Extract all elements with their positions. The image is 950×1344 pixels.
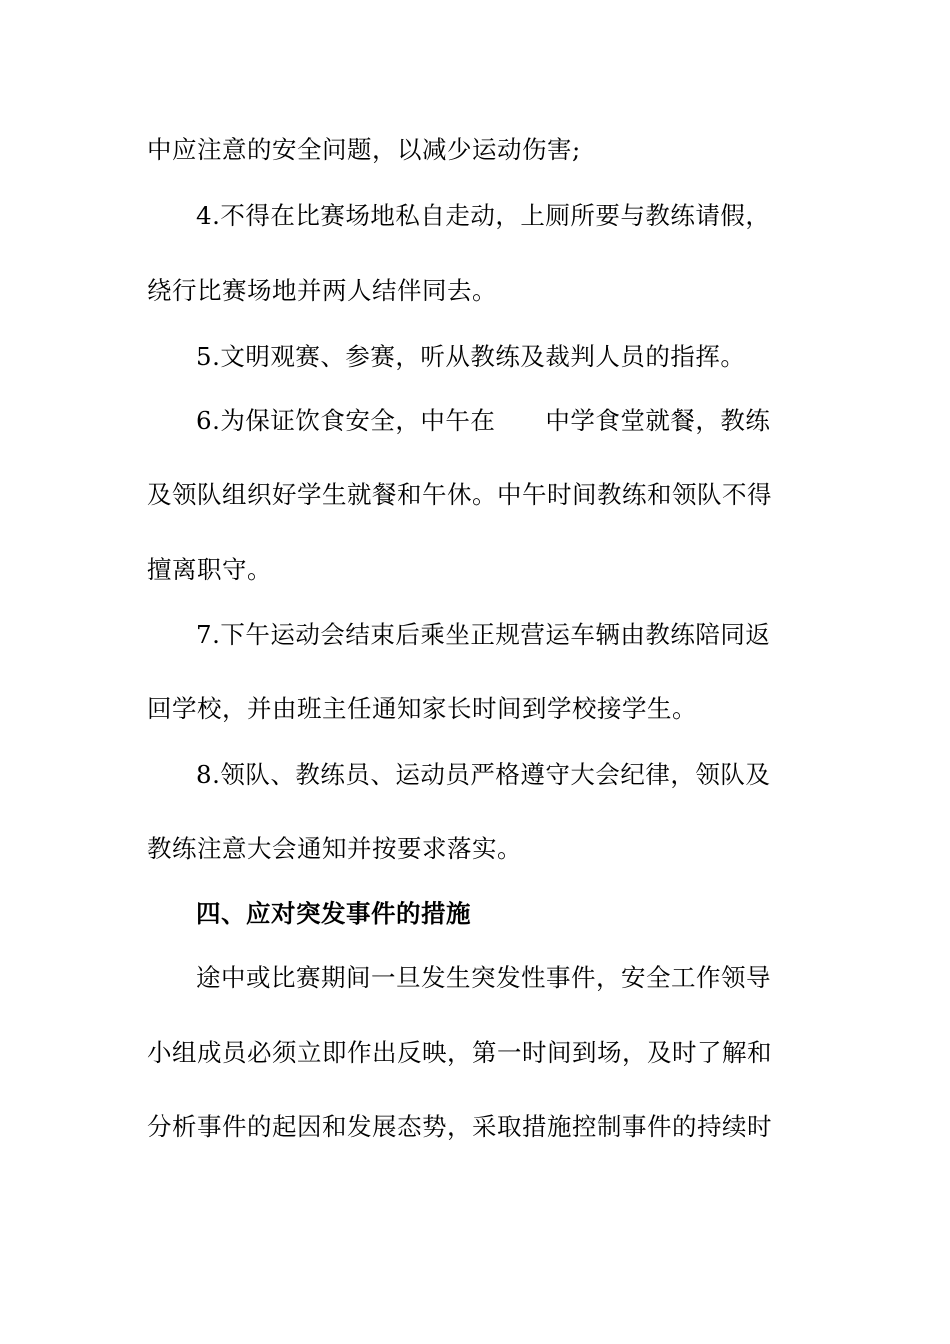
section-heading: 四、应对突发事件的措施 xyxy=(196,899,471,928)
paragraph-line: 分析事件的起因和发展态势，采取措施控制事件的持续时 xyxy=(147,1112,772,1141)
paragraph-line: 4.不得在比赛场地私自走动，上厕所要与教练请假， xyxy=(196,201,771,230)
paragraph-line: 中应注意的安全问题，以减少运动伤害; xyxy=(147,135,581,164)
paragraph-line: 8.领队、教练员、运动员严格遵守大会纪律，领队及 xyxy=(196,760,771,789)
paragraph-line: 小组成员必须立即作出反映，第一时间到场，及时了解和 xyxy=(147,1038,772,1067)
paragraph-line: 绕行比赛场地并两人结伴同去。 xyxy=(147,276,497,305)
paragraph-line: 途中或比赛期间一旦发生突发性事件，安全工作领导 xyxy=(196,963,771,992)
paragraph-line: 擅离职守。 xyxy=(147,555,272,584)
paragraph-line: 7.下午运动会结束后乘坐正规营运车辆由教练陪同返 xyxy=(196,620,771,649)
paragraph-line: 6.为保证饮食安全，中午在 中学食堂就餐，教练 xyxy=(196,406,771,435)
paragraph-line: 教练注意大会通知并按要求落实。 xyxy=(147,834,522,863)
paragraph-line: 及领队组织好学生就餐和午休。中午时间教练和领队不得 xyxy=(147,480,772,509)
paragraph-line: 5.文明观赛、参赛，听从教练及裁判人员的指挥。 xyxy=(196,342,746,371)
paragraph-line: 回学校，并由班主任通知家长时间到学校接学生。 xyxy=(147,694,697,723)
